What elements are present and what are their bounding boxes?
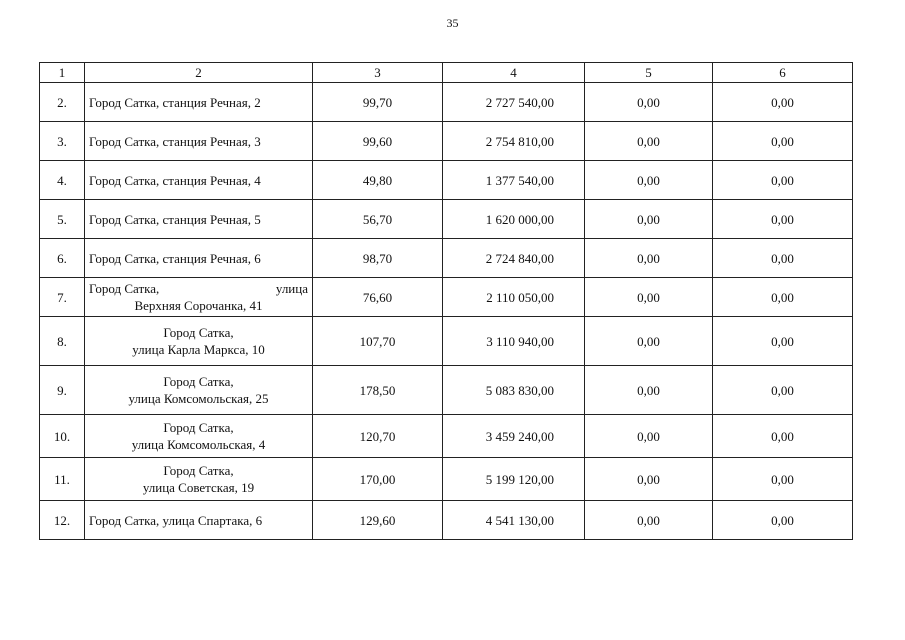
sum-cell: 2 727 540,00 bbox=[443, 83, 585, 122]
area-cell: 49,80 bbox=[313, 161, 443, 200]
col6-cell: 0,00 bbox=[713, 239, 853, 278]
table-row bbox=[40, 161, 853, 200]
address-cell: Город Сатка, станция Речная, 3 bbox=[85, 122, 313, 161]
row-number: 7. bbox=[40, 278, 85, 317]
address-cell bbox=[85, 278, 313, 317]
column-header: 4 bbox=[443, 63, 585, 83]
col6-cell: 0,00 bbox=[713, 501, 853, 540]
table-row bbox=[40, 458, 853, 501]
col5-cell: 0,00 bbox=[585, 415, 713, 458]
area-cell: 107,70 bbox=[313, 317, 443, 366]
address-street: улица Комсомольская, 4 bbox=[131, 437, 266, 452]
address-street: улица Карла Маркса, 10 bbox=[132, 342, 265, 357]
col5-cell: 0,00 bbox=[585, 366, 713, 415]
sum-cell: 3 110 940,00 bbox=[443, 317, 585, 366]
column-header: 2 bbox=[85, 63, 313, 83]
sum-cell: 3 459 240,00 bbox=[443, 415, 585, 458]
table-row bbox=[40, 317, 853, 366]
row-number: 12. bbox=[40, 501, 85, 540]
area-cell: 120,70 bbox=[313, 415, 443, 458]
sum-cell: 2 754 810,00 bbox=[443, 122, 585, 161]
col6-cell: 0,00 bbox=[713, 317, 853, 366]
table-row bbox=[40, 122, 853, 161]
sum-cell: 4 541 130,00 bbox=[443, 501, 585, 540]
address-street: Верхняя Сорочанка, 41 bbox=[134, 298, 263, 313]
col6-cell: 0,00 bbox=[713, 366, 853, 415]
table-row bbox=[40, 239, 853, 278]
sum-cell: 1 620 000,00 bbox=[443, 200, 585, 239]
col5-cell: 0,00 bbox=[585, 278, 713, 317]
table-row bbox=[40, 415, 853, 458]
area-cell: 98,70 bbox=[313, 239, 443, 278]
address-city: Город Сатка, bbox=[163, 325, 234, 340]
row-number: 5. bbox=[40, 200, 85, 239]
table-row bbox=[40, 83, 853, 122]
address-street: улица Комсомольская, 25 bbox=[128, 391, 269, 406]
address-cell bbox=[85, 366, 313, 415]
table-header-row bbox=[40, 63, 853, 83]
col6-cell: 0,00 bbox=[713, 83, 853, 122]
col5-cell: 0,00 bbox=[585, 501, 713, 540]
sum-cell: 5 199 120,00 bbox=[443, 458, 585, 501]
col6-cell: 0,00 bbox=[713, 161, 853, 200]
col5-cell: 0,00 bbox=[585, 239, 713, 278]
address-cell bbox=[85, 415, 313, 458]
address-cell bbox=[85, 458, 313, 501]
address-cell: Город Сатка, станция Речная, 5 bbox=[85, 200, 313, 239]
row-number: 10. bbox=[40, 415, 85, 458]
col6-cell: 0,00 bbox=[713, 200, 853, 239]
area-cell: 56,70 bbox=[313, 200, 443, 239]
address-city: Город Сатка, bbox=[89, 281, 160, 296]
address-street: улица Советская, 19 bbox=[142, 480, 255, 495]
col6-cell: 0,00 bbox=[713, 278, 853, 317]
area-cell: 99,70 bbox=[313, 83, 443, 122]
address-city: Город Сатка, bbox=[163, 420, 234, 435]
row-number: 8. bbox=[40, 317, 85, 366]
table-row bbox=[40, 278, 853, 317]
column-header: 3 bbox=[313, 63, 443, 83]
col5-cell: 0,00 bbox=[585, 161, 713, 200]
table-row bbox=[40, 501, 853, 540]
address-cell bbox=[85, 317, 313, 366]
area-cell: 170,00 bbox=[313, 458, 443, 501]
address-cell: Город Сатка, станция Речная, 6 bbox=[85, 239, 313, 278]
col5-cell: 0,00 bbox=[585, 200, 713, 239]
row-number: 4. bbox=[40, 161, 85, 200]
area-cell: 99,60 bbox=[313, 122, 443, 161]
col5-cell: 0,00 bbox=[585, 317, 713, 366]
col5-cell: 0,00 bbox=[585, 458, 713, 501]
area-cell: 76,60 bbox=[313, 278, 443, 317]
col6-cell: 0,00 bbox=[713, 415, 853, 458]
address-cell: Город Сатка, станция Речная, 4 bbox=[85, 161, 313, 200]
row-number: 2. bbox=[40, 83, 85, 122]
column-header: 6 bbox=[713, 63, 853, 83]
col6-cell: 0,00 bbox=[713, 122, 853, 161]
col6-cell: 0,00 bbox=[713, 458, 853, 501]
area-cell: 129,60 bbox=[313, 501, 443, 540]
data-table bbox=[39, 62, 853, 540]
column-header: 1 bbox=[40, 63, 85, 83]
table-row bbox=[40, 366, 853, 415]
address-cell: Город Сатка, улица Спартака, 6 bbox=[85, 501, 313, 540]
row-number: 11. bbox=[40, 458, 85, 501]
page-number: 35 bbox=[446, 16, 459, 30]
sum-cell: 5 083 830,00 bbox=[443, 366, 585, 415]
sum-cell: 2 110 050,00 bbox=[443, 278, 585, 317]
row-number: 3. bbox=[40, 122, 85, 161]
address-city: Город Сатка, bbox=[163, 463, 234, 478]
row-number: 6. bbox=[40, 239, 85, 278]
sum-cell: 1 377 540,00 bbox=[443, 161, 585, 200]
row-number: 9. bbox=[40, 366, 85, 415]
column-header: 5 bbox=[585, 63, 713, 83]
area-cell: 178,50 bbox=[313, 366, 443, 415]
address-street-type: улица bbox=[275, 281, 308, 296]
col5-cell: 0,00 bbox=[585, 83, 713, 122]
table-row bbox=[40, 200, 853, 239]
address-city: Город Сатка, bbox=[163, 374, 234, 389]
col5-cell: 0,00 bbox=[585, 122, 713, 161]
sum-cell: 2 724 840,00 bbox=[443, 239, 585, 278]
address-line bbox=[89, 280, 308, 297]
address-cell: Город Сатка, станция Речная, 2 bbox=[85, 83, 313, 122]
